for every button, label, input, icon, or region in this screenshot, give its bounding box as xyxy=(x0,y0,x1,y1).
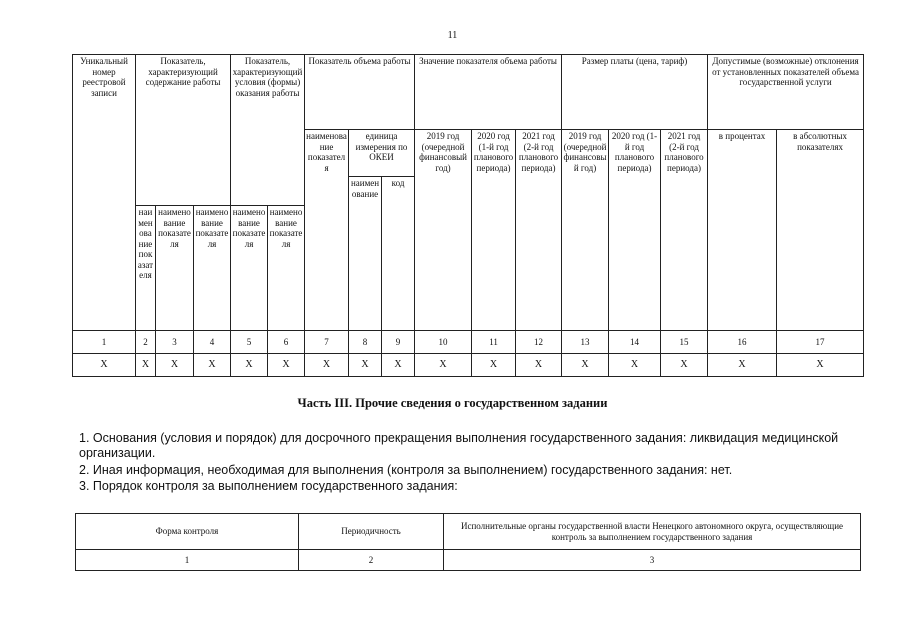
header-indicator-name-3: наименование показателя xyxy=(156,206,194,331)
table-cell: X xyxy=(472,354,516,377)
paragraph-other-info: 2. Иная информация, необходимая для выполнения (контроля за выполнением) государственного задания: нет. xyxy=(79,463,733,477)
table-cell: X xyxy=(415,354,472,377)
header-control-form: Форма контроля xyxy=(76,514,299,550)
header-deviations: Допустимые (возможные) отклонения от установленных показателей объема государственной услуги xyxy=(708,55,864,130)
column-number: 5 xyxy=(231,331,268,354)
column-number: 11 xyxy=(472,331,516,354)
column-number: 12 xyxy=(516,331,562,354)
header-fee-2019: 2019 год (очередной финансовый год) xyxy=(562,130,609,331)
table-cell: X xyxy=(661,354,708,377)
column-number: 17 xyxy=(777,331,864,354)
header-indicator-name-5: наименование показателя xyxy=(231,206,268,331)
paragraph-termination-grounds: 1. Основания (условия и порядок) для досрочного прекращения выполнения государственного задания: ликвидация медицинской организации. xyxy=(79,431,839,460)
header-volume-value: Значение показателя объема работы xyxy=(415,55,562,130)
table-cell: X xyxy=(194,354,231,377)
header-absolute: в абсолютных показателях xyxy=(777,130,864,331)
header-indicator-name-6: наименование показателя xyxy=(268,206,305,331)
table-cell: X xyxy=(136,354,156,377)
table-cell: X xyxy=(305,354,349,377)
header-year-2019: 2019 год (очередной финансовый год) xyxy=(415,130,472,331)
column-number: 1 xyxy=(76,550,299,571)
header-conditions-indicator: Показатель, характеризующий условия (формы) оказания работы xyxy=(231,55,305,206)
table-cell: X xyxy=(349,354,382,377)
column-number: 10 xyxy=(415,331,472,354)
volume-indicators-table xyxy=(72,54,864,377)
table-cell: X xyxy=(777,354,864,377)
column-number: 2 xyxy=(299,550,444,571)
column-number: 16 xyxy=(708,331,777,354)
column-number: 3 xyxy=(156,331,194,354)
column-number: 15 xyxy=(661,331,708,354)
table-cell: X xyxy=(231,354,268,377)
header-fee-2020: 2020 год (1-й год планового периода) xyxy=(609,130,661,331)
control-procedure-table xyxy=(75,513,861,571)
column-number: 8 xyxy=(349,331,382,354)
header-percent: в процентах xyxy=(708,130,777,331)
column-number: 14 xyxy=(609,331,661,354)
table-cell: X xyxy=(562,354,609,377)
header-fee-2021: 2021 год (2-й год планового периода) xyxy=(661,130,708,331)
header-year-2021: 2021 год (2-й год планового периода) xyxy=(516,130,562,331)
header-unit-name: наименование xyxy=(349,177,382,331)
column-number: 9 xyxy=(382,331,415,354)
column-number: 6 xyxy=(268,331,305,354)
header-fee: Размер платы (цена, тариф) xyxy=(562,55,708,130)
header-periodicity: Периодичность xyxy=(299,514,444,550)
header-year-2020: 2020 год (1-й год планового периода) xyxy=(472,130,516,331)
header-control-bodies: Исполнительные органы государственной власти Ненецкого автономного округа, осуществляющие контроль за выполнением государственного задания xyxy=(444,514,861,550)
table-cell: X xyxy=(516,354,562,377)
column-number: 7 xyxy=(305,331,349,354)
table-cell: X xyxy=(609,354,661,377)
header-name: наименование показателя xyxy=(305,130,349,331)
table-cell: X xyxy=(156,354,194,377)
header-indicator-name-4: наименование показателя xyxy=(194,206,231,331)
part-title: Часть III. Прочие сведения о государственном задании xyxy=(297,396,608,410)
table-cell: X xyxy=(268,354,305,377)
column-number: 2 xyxy=(136,331,156,354)
table-cell: X xyxy=(708,354,777,377)
paragraph-control-procedure: 3. Порядок контроля за выполнением государственного задания: xyxy=(79,479,458,493)
header-indicator-name-2: наименование показателя xyxy=(136,206,156,331)
header-volume-indicator: Показатель объема работы xyxy=(305,55,415,130)
header-unit: единица измерения по ОКЕИ xyxy=(349,130,415,177)
header-code: код xyxy=(382,177,415,331)
column-number: 4 xyxy=(194,331,231,354)
column-number: 3 xyxy=(444,550,861,571)
header-unique-number: Уникальный номер реестровой записи xyxy=(73,55,136,331)
page-number: 11 xyxy=(447,30,458,41)
column-number: 1 xyxy=(73,331,136,354)
table-cell: X xyxy=(73,354,136,377)
header-content-indicator: Показатель, характеризующий содержание работы xyxy=(136,55,231,206)
column-number: 13 xyxy=(562,331,609,354)
table-cell: X xyxy=(382,354,415,377)
